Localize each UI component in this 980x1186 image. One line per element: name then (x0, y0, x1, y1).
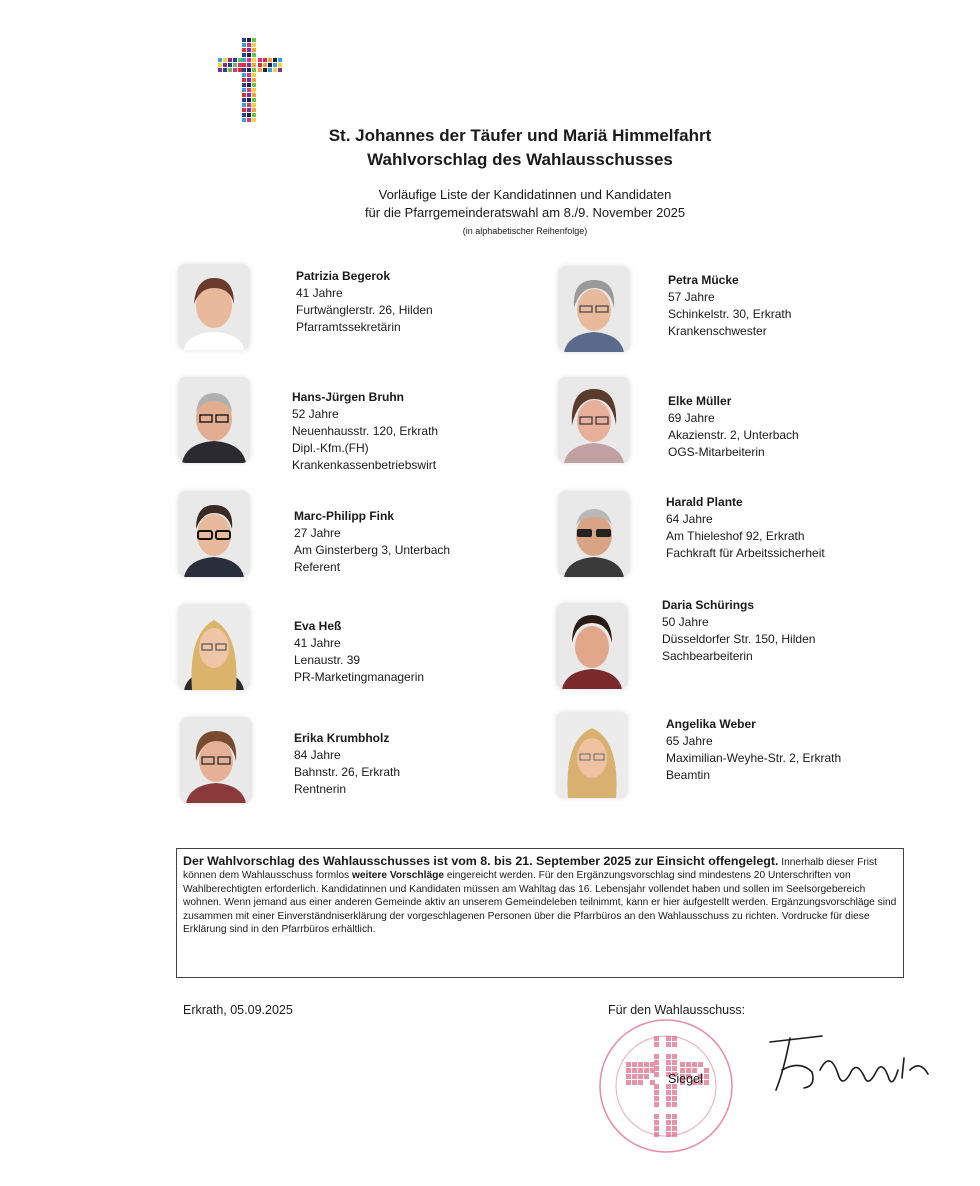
parish-logo-cross (214, 34, 284, 124)
candidate-age: 57 Jahre (668, 290, 715, 304)
seal-label: Siegel (668, 1072, 703, 1086)
candidate-profession: Pfarramtssekretärin (296, 320, 401, 334)
candidate-address: Am Ginsterberg 3, Unterbach (294, 543, 451, 557)
candidate-info (296, 268, 433, 336)
page-title: St. Johannes der Täufer und Mariä Himmelfahrt (328, 126, 712, 145)
candidate-photo (178, 604, 250, 690)
notice-box (176, 848, 904, 978)
candidate-info (292, 389, 438, 474)
notice-bold: weitere Vorschläge (351, 870, 445, 882)
candidate-name: Patrizia Begerok (296, 269, 391, 283)
candidate-profession-2: Krankenkassenbetriebswirt (292, 458, 437, 472)
candidate-info (662, 597, 815, 665)
candidate-name: Marc-Philipp Fink (294, 509, 395, 523)
list-description-1: Vorläufige Liste der Kandidatinnen und Kandidaten (378, 187, 672, 202)
candidate-name: Angelika Weber (666, 717, 756, 731)
candidate-photo (558, 377, 630, 463)
candidate-name: Eva Heß (294, 619, 342, 633)
candidate-photo (556, 603, 628, 689)
candidate-profession: OGS-Mitarbeiterin (668, 445, 765, 459)
candidate-profession: Fachkraft für Arbeitssicherheit (666, 546, 825, 560)
candidate-address: Schinkelstr. 30, Erkrath (668, 307, 792, 321)
candidate-name: Erika Krumbholz (294, 731, 390, 745)
candidate-photo (558, 491, 630, 577)
candidate-address: Lenaustr. 39 (294, 653, 361, 667)
candidate-name: Hans-Jürgen Bruhn (292, 390, 405, 404)
candidate-address: Maximilian-Weyhe-Str. 2, Erkrath (666, 751, 842, 765)
order-note: (in alphabetischer Reihenfolge) (462, 226, 588, 236)
candidate-age: 65 Jahre (666, 734, 713, 748)
candidate-profession: Rentnerin (294, 782, 347, 796)
candidate-info (294, 618, 424, 686)
candidate-address: Am Thieleshof 92, Erkrath (666, 529, 805, 543)
candidate-address: Akazienstr. 2, Unterbach (668, 428, 799, 442)
candidate-photo (178, 377, 250, 463)
candidate-name: Petra Mücke (668, 273, 739, 287)
candidate-info (666, 494, 825, 562)
candidate-profession: Krankenschwester (668, 324, 767, 338)
candidate-info (668, 272, 791, 340)
candidate-photo (178, 264, 250, 350)
committee-label: Für den Wahlausschuss: (608, 1003, 746, 1017)
candidate-info (294, 508, 450, 576)
candidate-age: 41 Jahre (294, 636, 341, 650)
candidate-photo (180, 717, 252, 803)
candidate-age: 27 Jahre (294, 526, 341, 540)
candidate-name: Harald Plante (666, 495, 743, 509)
candidate-name: Daria Schürings (662, 598, 755, 612)
candidate-profession: Dipl.-Kfm.(FH) (292, 441, 369, 455)
candidate-profession: PR-Marketingmanagerin (294, 670, 425, 684)
candidate-address: Bahnstr. 26, Erkrath (294, 765, 401, 779)
page-subtitle: Wahlvorschlag des Wahlausschusses (367, 150, 673, 169)
list-description-2: für die Pfarrgemeinderatswahl am 8./9. November 2025 (364, 205, 686, 220)
candidate-profession: Referent (294, 560, 341, 574)
candidate-profession: Sachbearbeiterin (662, 649, 753, 663)
candidate-info (666, 716, 841, 784)
candidate-age: 64 Jahre (666, 512, 713, 526)
place-date: Erkrath, 05.09.2025 (183, 1003, 293, 1017)
candidate-age: 69 Jahre (668, 411, 715, 425)
candidate-age: 52 Jahre (292, 407, 339, 421)
candidate-info (294, 730, 400, 798)
candidate-profession: Beamtin (666, 768, 711, 782)
candidate-photo (558, 266, 630, 352)
candidate-address: Neuenhausstr. 120, Erkrath (292, 424, 439, 438)
candidate-photo (556, 712, 628, 798)
candidate-address: Furtwänglerstr. 26, Hilden (296, 303, 433, 317)
candidate-info (668, 393, 799, 461)
notice-text-1: Innerhalb dieser Frist können dem Wahlausschuss formlos (183, 857, 877, 882)
handwritten-signature (760, 1030, 940, 1100)
candidate-age: 50 Jahre (662, 615, 709, 629)
candidate-address: Düsseldorfer Str. 150, Hilden (662, 632, 816, 646)
candidate-name: Elke Müller (668, 394, 732, 408)
notice-lead: Der Wahlvorschlag des Wahlausschusses ist vom 8. bis 21. September 2025 zur Einsicht offengelegt. (183, 854, 779, 868)
notice-text-2: eingereicht werden. Für den Ergänzungsvorschlag sind mindestens 20 Unterschriften von Wahlberechtigten erforderlich. Kandidatinnen und Kandidaten müssen am Wahltag das 16. Lebensjahr vollendet haben und sollen im Seelsorgebereich wohnen. Wenn jemand aus einer anderen Gemeinde aktiv an unserem Gemeindeleben teilnimmt, kann er hier aufgestellt werden. Ergänzungsvorschläge sind zusammen mit einer Einverständniserklärung der vorgeschlagenen Personen über die Pfarrbüros an den Wahlausschuss zu richten. Vordrucke für diese Erklärung sind in den Pfarrbüros erhältlich. (183, 870, 897, 936)
candidate-age: 84 Jahre (294, 748, 341, 762)
candidate-age: 41 Jahre (296, 286, 343, 300)
candidate-photo (178, 491, 250, 577)
